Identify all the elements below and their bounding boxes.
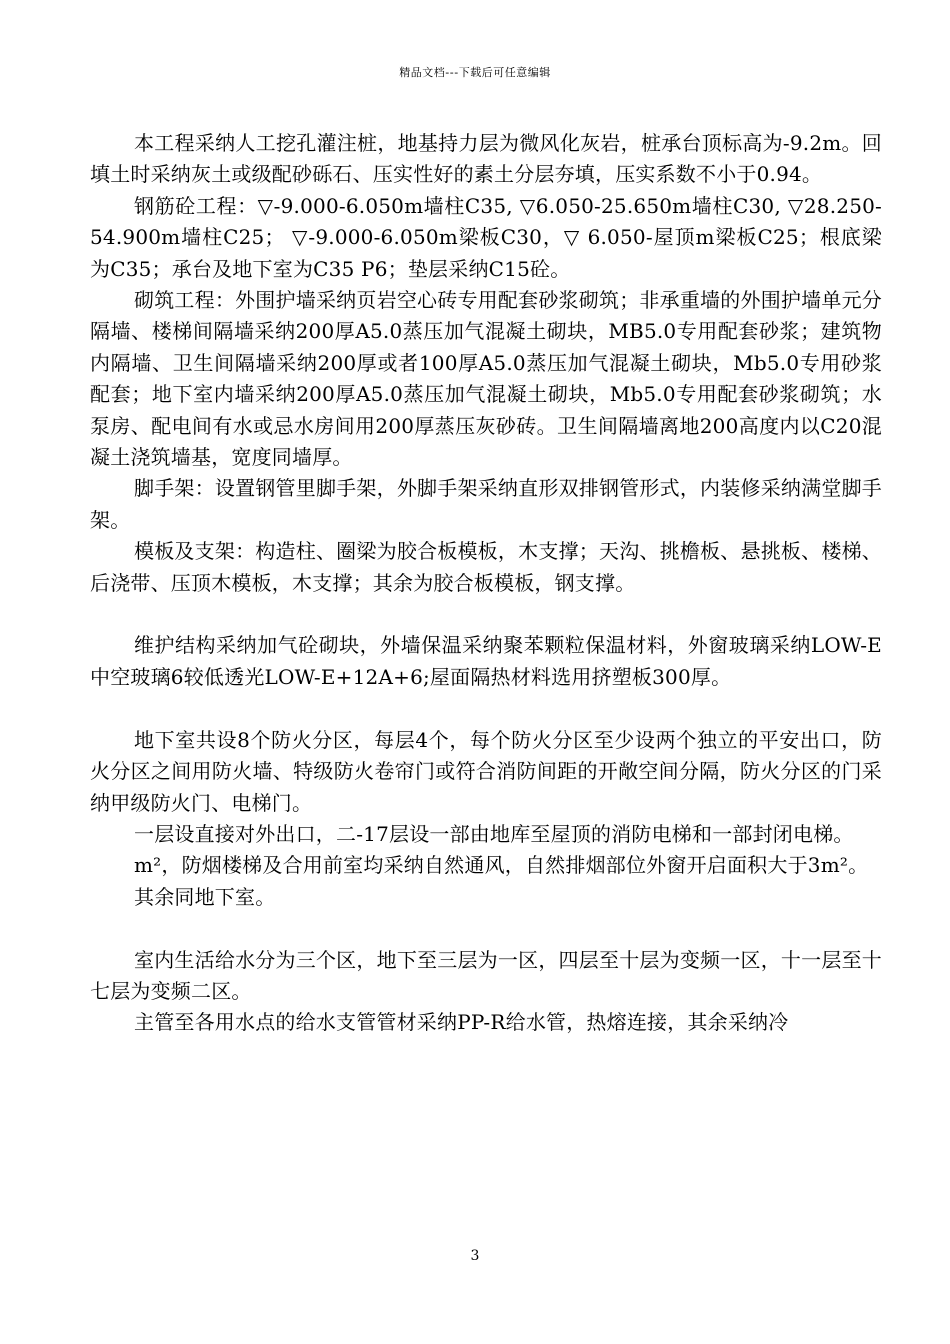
paragraph-gap <box>90 599 882 630</box>
paragraph-gap <box>90 913 882 944</box>
page-header: 精品文档---下载后可任意编辑 <box>399 66 551 79</box>
page-number: 3 <box>470 1248 480 1264</box>
paragraph-others: 其余同地下室。 <box>134 884 276 909</box>
paragraph-pipes: 主管至各用水点的给水支管管材采纳PP-R给水管，热熔连接，其余采纳冷 <box>134 1010 789 1035</box>
paragraph-exits: 一层设直接对外出口，二-17层设一部由地库至屋顶的消防电梯和一部封闭电梯。 <box>134 821 854 846</box>
paragraph-gap <box>90 693 882 724</box>
paragraph-concrete: 钢筋砼工程：▽-9.000-6.050m墙柱C35, ▽6.050-25.650m墙柱C30, ▽28.250-54.900m墙柱C25； ▽-9.000-6.050m梁板C30，▽ 6.050-屋顶m梁板C25；根底梁为C35；承台及地下室为C35 P6；垫层采纳C15砼。 <box>90 193 882 281</box>
document-body <box>90 128 882 1039</box>
paragraph-smoke-ventilation: m²，防烟楼梯及合用前室均采纳自然通风，自然排烟部位外窗开启面积大于3m²。 <box>134 853 869 878</box>
paragraph-scaffolding: 脚手架：设置钢管里脚手架，外脚手架采纳直形双排钢管形式，内装修采纳满堂脚手架。 <box>90 476 882 532</box>
paragraph-water-zones: 室内生活给水分为三个区，地下至三层为一区，四层至十层为变频一区，十一层至十七层为变频二区。 <box>90 947 882 1003</box>
paragraph-envelope: 维护结构采纳加气砼砌块，外墙保温采纳聚苯颗粒保温材料，外窗玻璃采纳LOW-E中空玻璃6较低透光LOW-E+12A+6;屋面隔热材料选用挤塑板300厚。 <box>90 633 882 689</box>
paragraph-masonry: 砌筑工程：外围护墙采纳页岩空心砖专用配套砂浆砌筑；非承重墙的外围护墙单元分隔墙、楼梯间隔墙采纳200厚A5.0蒸压加气混凝土砌块，MB5.0专用配套砂浆；建筑物内隔墙、卫生间隔墙采纳200厚或者100厚A5.0蒸压加气混凝土砌块，Mb5.0专用砂浆配套；地下室内墙采纳200厚A5.0蒸压加气混凝土砌块，Mb5.0专用配套砂浆砌筑；水泵房、配电间有水或忌水房间用200厚蒸压灰砂砖。卫生间隔墙离地200高度内以C20混凝土浇筑墙基，宽度同墙厚。 <box>90 288 882 470</box>
paragraph-foundation: 本工程采纳人工挖孔灌注桩，地基持力层为微风化灰岩，桩承台顶标高为-9.2m。回填土时采纳灰土或级配砂砾石、压实性好的素土分层夯填，压实系数不小于0.94。 <box>90 131 882 187</box>
paragraph-formwork: 模板及支架：构造柱、圈梁为胶合板模板，木支撑；天沟、挑檐板、悬挑板、楼梯、后浇带、压顶木模板，木支撑；其余为胶合板模板，钢支撑。 <box>90 539 882 595</box>
paragraph-fire-zones: 地下室共设8个防火分区，每层4个，每个防火分区至少设两个独立的平安出口，防火分区之间用防火墙、特级防火卷帘门或符合消防间距的开敞空间分隔，防火分区的门采纳甲级防火门、电梯门。 <box>90 727 882 815</box>
